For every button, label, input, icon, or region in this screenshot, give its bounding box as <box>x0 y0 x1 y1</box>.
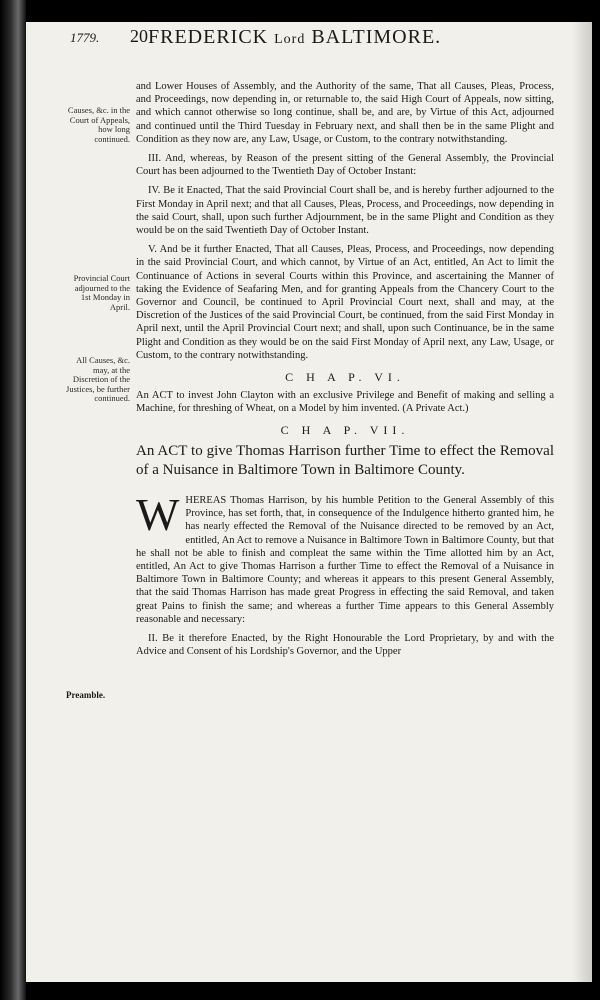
dropcap-letter: W <box>136 489 180 541</box>
chapter-7-heading: C H A P. VII. <box>280 423 410 438</box>
header-title-main: FREDERICK <box>148 26 269 48</box>
running-header <box>70 26 550 52</box>
section-1-text: and Lower Houses of Assembly, and the Authority of the same, That all Causes, Pleas, Process, and Proceedings, now depending in, or returnable to, the said High Court of Appeals, now sitting, and which cannot otherwise so long continue, shall be, and are, by Virtue of this Act, adjourned and continued until the Third Tuesday in February next, and shall then be in the same Plight and Condition as they now are, any Law, Usage, or Custom, to the contrary notwithstanding. <box>136 81 554 145</box>
margin-note-preamble: Preamble. <box>66 690 106 700</box>
header-year: 1779. <box>70 30 100 45</box>
page-edge-shadow <box>0 0 26 1000</box>
section-4-text: IV. Be it Enacted, That the said Provincial Court shall be, and is hereby further adjourned to the First Monday in April next; and that all Causes, Pleas, Process, and Proceedings, now depending in the said Court, shall, upon such further Adjournment, be in the same Plight and Condition as they would be on the said Twentieth Day of October Instant. <box>136 185 554 237</box>
chapter-7-section-2: II. Be it therefore Enacted, by the Right Honourable the Lord Proprietary, by and with the Advice and Consent of his Lordship's Governor, and the Upper <box>136 633 554 658</box>
chapter-7-preamble <box>136 489 554 626</box>
chapter-6-title: An ACT to invest John Clayton with an exclusive Privilege and Benefit of making and selling a Machine, for threshing of Wheat, on a Model by him invented. (A Private Act.) <box>136 390 554 415</box>
header-page-number: 20 <box>130 26 148 46</box>
main-text-column <box>136 80 554 665</box>
chapter-6-heading: C H A P. VI. <box>285 370 405 385</box>
margin-note-appeals: Causes, &c. in the Court of Appeals, how long continued. <box>67 105 130 144</box>
header-title-lord: Lord <box>274 32 306 47</box>
chapter-7-title: An ACT to give Thomas Harrison further Time to effect the Removal of a Nuisance in Baltimore Town in Baltimore County. <box>136 443 554 479</box>
margin-note-provincial-court: Provincial Court adjourned to the 1st Monday in April. <box>73 273 130 312</box>
margin-note-continuance: All Causes, &c. may, at the Discretion of the Justices, be further continued. <box>66 355 130 403</box>
chapter-7-preamble-text: HEREAS Thomas Harrison, by his humble Petition to the General Assembly of this Province, has set forth, that, in consequence of the Indulgence hitherto granted him, he has nearly effected the Removal of the Nuisance directed to be removed by an Act, entitled, An Act to remove a Nuisance in Baltimore Town in Baltimore County, but that he shall not be able to finish and compleat the same within the Time allotted him by an Act, entitled, An Act to give Thomas Harrison a further Time to effect the Removal of a Nuisance in Baltimore Town in Baltimore County; and whereas it appears to this present General Assembly, that the said Thomas Harrison has made great Progress in effecting the said Removal, and taken great Pains to finish the same; and whereas a further Time appears to this General Assembly reasonable and necessary: <box>136 495 554 625</box>
header-title-end: BALTIMORE. <box>311 26 442 48</box>
section-3-text: III. And, whereas, by Reason of the present sitting of the General Assembly, the Provincial Court has been adjourned to the Twentieth Day of October Instant: <box>136 153 554 178</box>
section-5-text: V. And be it further Enacted, That all Causes, Pleas, Process, and Proceedings, now depending in the said Provincial Court, and which cannot, by Virtue of an Act, entitled, An Act to limit the Continuance of Actions in several Courts within this Province, and ascertaining the Manner of taking the Evidence of Seafaring Men, and for granting Appeals from the Chancery Court to the Governor and Council, be continued to April Provincial Court next, shall and may, at the Discretion of the Justices of the said Provincial Court, be continued, from the said First Monday in April next, until the April Provincial Court next; and shall, upon such Continuance, be in the same Plight and Condition as they would be on the said First Monday of April next, any Law, Usage, or Custom, to the contrary notwithstanding. <box>136 244 554 361</box>
header-title <box>148 26 441 49</box>
page-edge-shade <box>572 22 592 982</box>
